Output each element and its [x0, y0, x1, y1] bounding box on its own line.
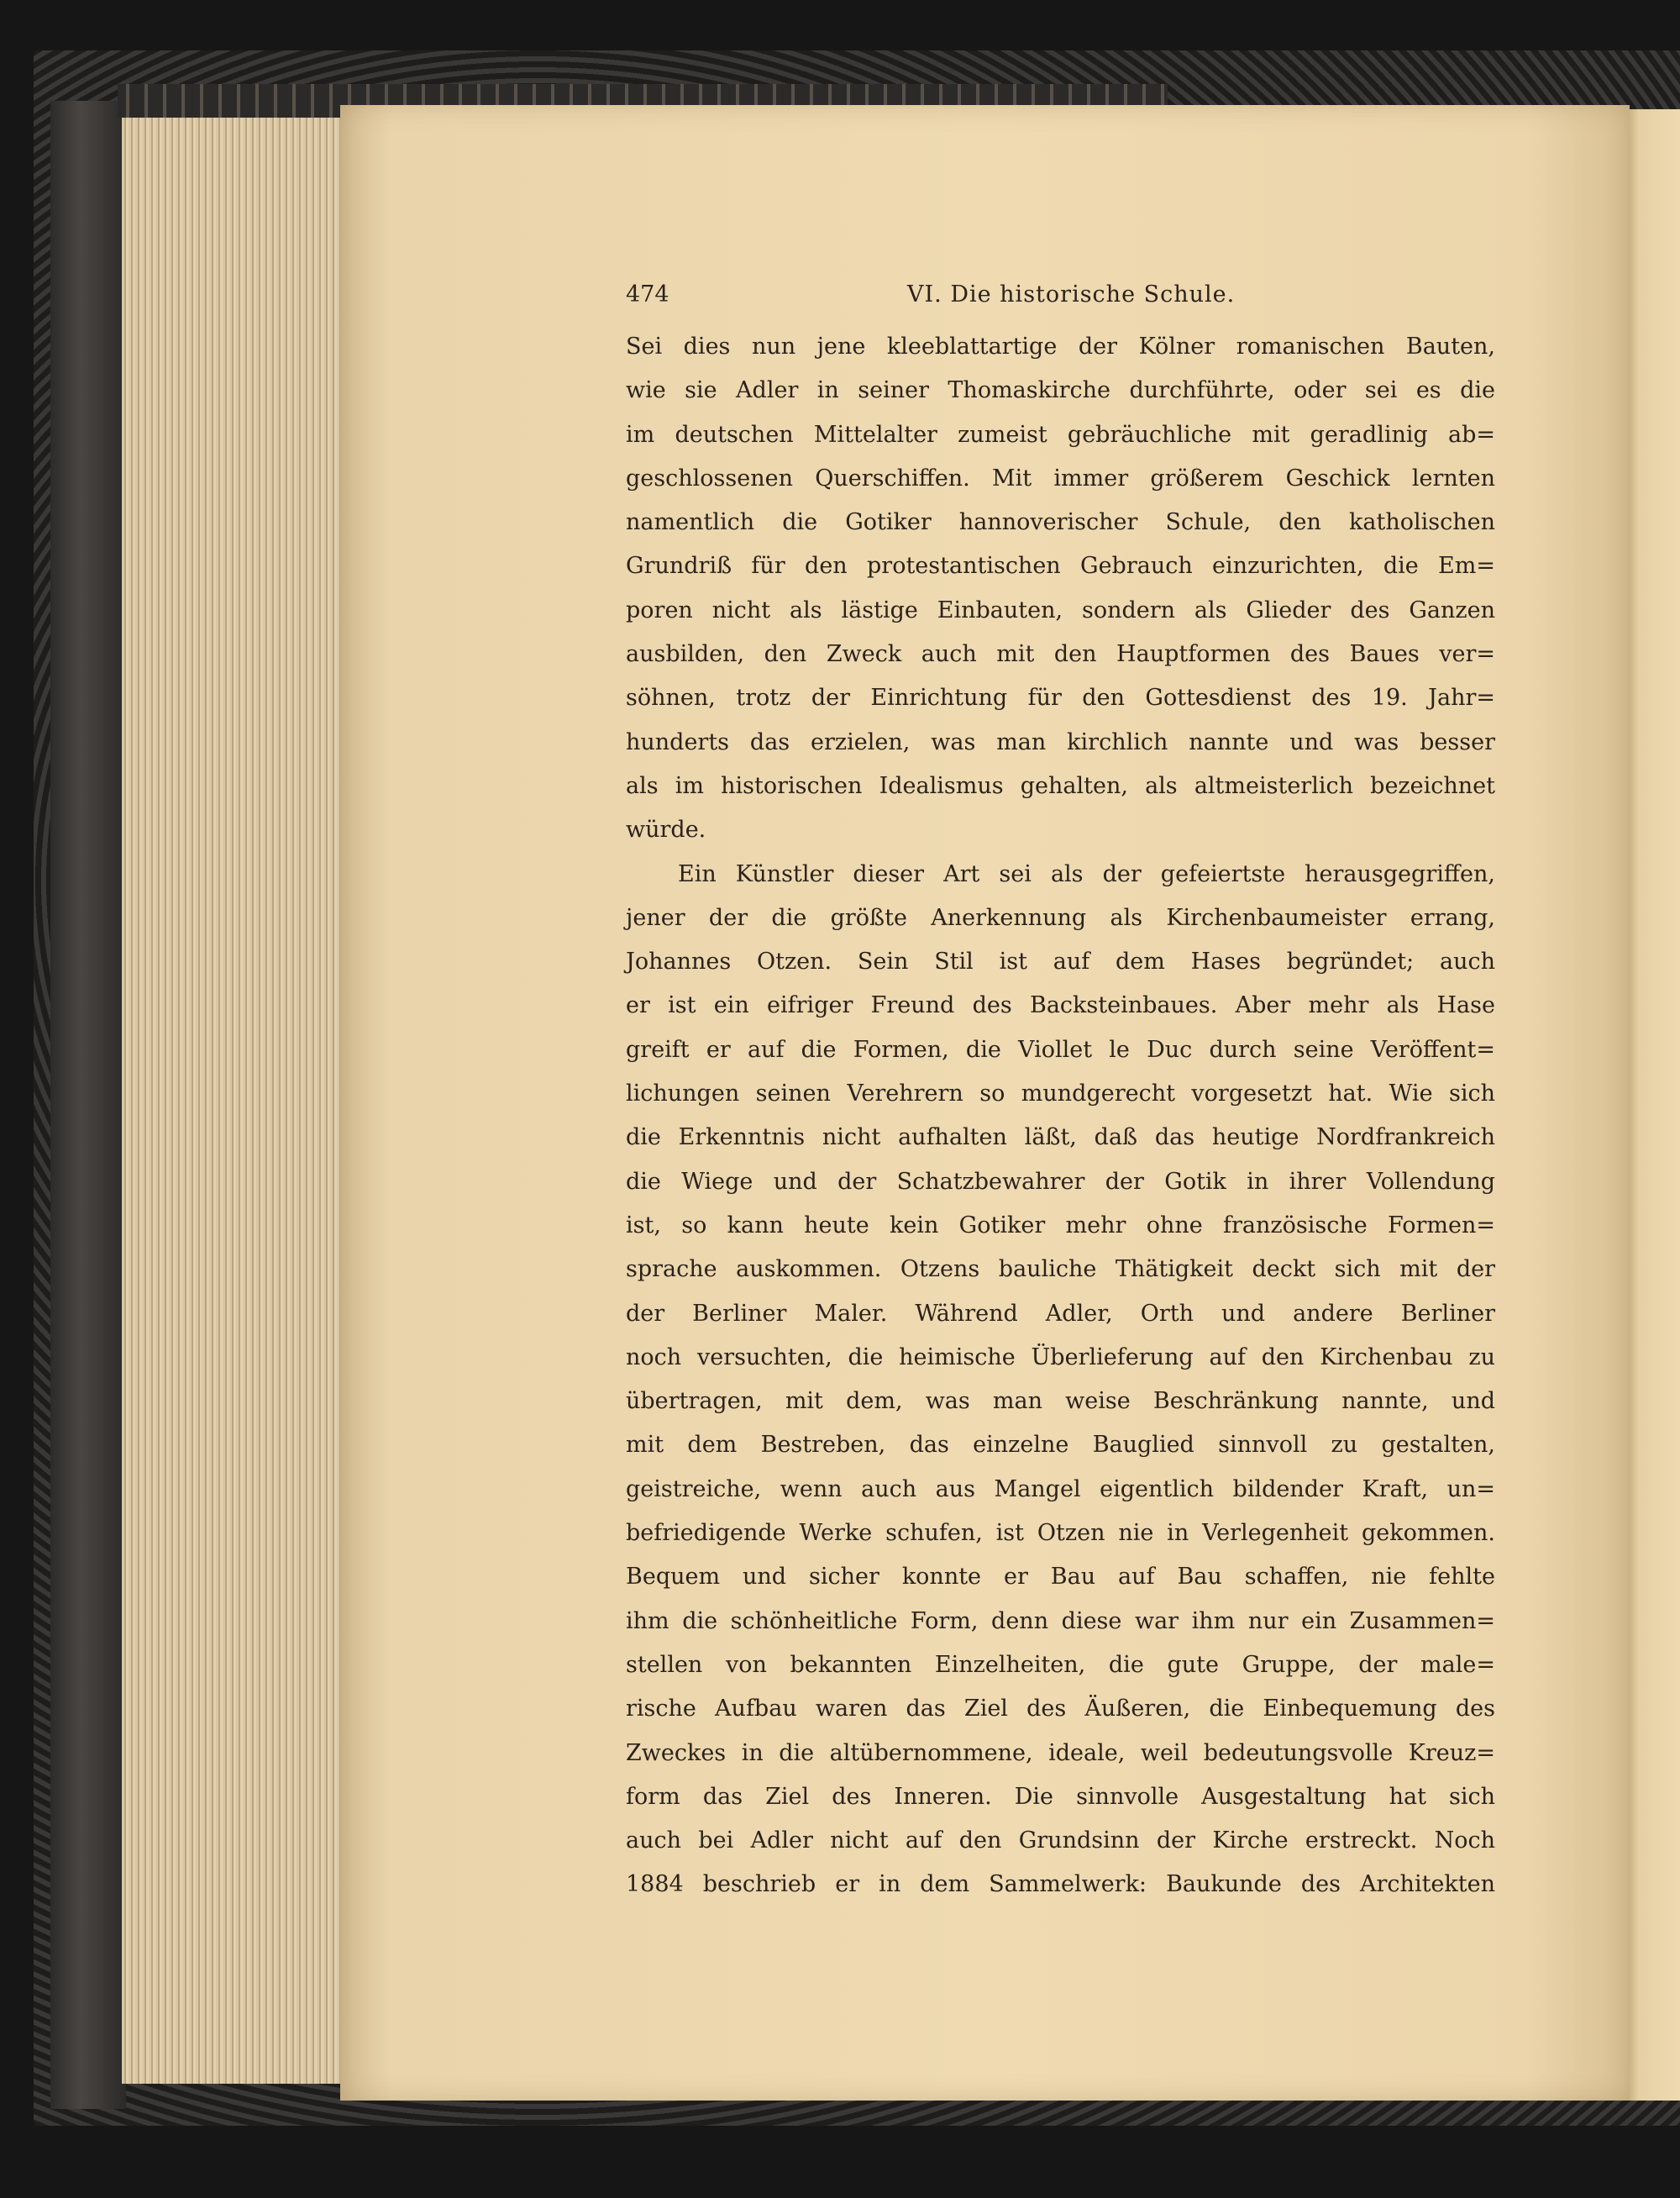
page-text-block [626, 281, 1495, 1907]
text-line: würde. [626, 817, 706, 844]
text-line: lichungen seinen Verehrern so mundgerecht vorgesetzt hat. Wie sich [626, 1081, 1495, 1107]
text-line: wie sie Adler in seiner Thomaskirche durchführte, oder sei es die [626, 377, 1495, 404]
text-line: geschlossenen Querschiffen. Mit immer größerem Geschick lernten [626, 465, 1495, 492]
facing-page-edge [1621, 109, 1680, 2101]
book-spine-edge [50, 101, 126, 2109]
text-line: er ist ein eifriger Freund des Backsteinbaues. Aber mehr als Hase [626, 992, 1495, 1019]
text-line: der Berliner Maler. Während Adler, Orth und andere Berliner [626, 1300, 1495, 1327]
text-line: die Wiege und der Schatzbewahrer der Gotik in ihrer Vollendung [626, 1168, 1495, 1195]
text-line: auch bei Adler nicht auf den Grundsinn der Kirche erstreckt. Noch [626, 1827, 1495, 1854]
text-line: hunderts das erzielen, was man kirchlich nannte und was besser [626, 728, 1495, 755]
paragraph-start-line: Ein Künstler dieser Art sei als der gefeiertste herausgegriffen, [678, 860, 1495, 887]
text-line: im deutschen Mittelalter zumeist gebräuchliche mit geradlinig ab= [626, 421, 1495, 448]
text-line: Bequem und sicher konnte er Bau auf Bau schaffen, nie fehlte [626, 1564, 1495, 1591]
text-line: ihm die schönheitliche Form, denn diese war ihm nur ein Zusammen= [626, 1607, 1495, 1634]
text-line: Zweckes in die altübernommene, ideale, weil bedeutungsvolle Kreuz= [626, 1739, 1495, 1766]
chapter-title: VI. Die historische Schule. [907, 281, 1236, 308]
text-line: Johannes Otzen. Sein Stil ist auf dem Hases begründet; auch [626, 949, 1495, 975]
text-line: sprache auskommen. Otzens bauliche Thätigkeit deckt sich mit der [626, 1256, 1495, 1283]
text-line: als im historischen Idealismus gehalten, als altmeisterlich bezeichnet [626, 772, 1495, 799]
text-line: ist, so kann heute kein Gotiker mehr ohne französische Formen= [626, 1212, 1495, 1238]
page-number: 474 [626, 281, 669, 308]
text-line: geistreiche, wenn auch aus Mangel eigentlich bildender Kraft, un= [626, 1475, 1495, 1502]
running-head [626, 281, 1495, 325]
text-line: mit dem Bestreben, das einzelne Bauglied sinnvoll zu gestalten, [626, 1432, 1495, 1459]
page-edges-stack [122, 118, 346, 2084]
text-line: 1884 beschrieb er in dem Sammelwerk: Baukunde des Architekten [626, 1871, 1495, 1898]
text-line: Sei dies nun jene kleeblattartige der Kölner romanischen Bauten, [626, 334, 1495, 360]
text-line: greift er auf die Formen, die Viollet le Duc durch seine Veröffent= [626, 1036, 1495, 1063]
text-line: jener der die größte Anerkennung als Kirchenbaumeister errang, [626, 904, 1495, 931]
text-line: ausbilden, den Zweck auch mit den Hauptformen des Baues ver= [626, 641, 1495, 668]
text-line: Grundriß für den protestantischen Gebrauch einzurichten, die Em= [626, 553, 1495, 580]
text-line: befriedigende Werke schufen, ist Otzen nie in Verlegenheit gekommen. [626, 1520, 1495, 1547]
text-line: noch versuchten, die heimische Überlieferung auf den Kirchenbau zu [626, 1344, 1495, 1370]
text-line: namentlich die Gotiker hannoverischer Schule, den katholischen [626, 509, 1495, 536]
text-line: übertragen, mit dem, was man weise Beschränkung nannte, und [626, 1388, 1495, 1415]
body-text [626, 325, 1495, 1907]
text-line: poren nicht als lästige Einbauten, sondern als Glieder des Ganzen [626, 597, 1495, 623]
text-line: stellen von bekannten Einzelheiten, die gute Gruppe, der male= [626, 1651, 1495, 1678]
text-line: rische Aufbau waren das Ziel des Äußeren, die Einbequemung des [626, 1696, 1495, 1722]
text-line: die Erkenntnis nicht aufhalten läßt, daß das heutige Nordfrankreich [626, 1124, 1495, 1151]
text-line: söhnen, trotz der Einrichtung für den Gottesdienst des 19. Jahr= [626, 685, 1495, 712]
text-line: form das Ziel des Inneren. Die sinnvolle Ausgestaltung hat sich [626, 1783, 1495, 1810]
